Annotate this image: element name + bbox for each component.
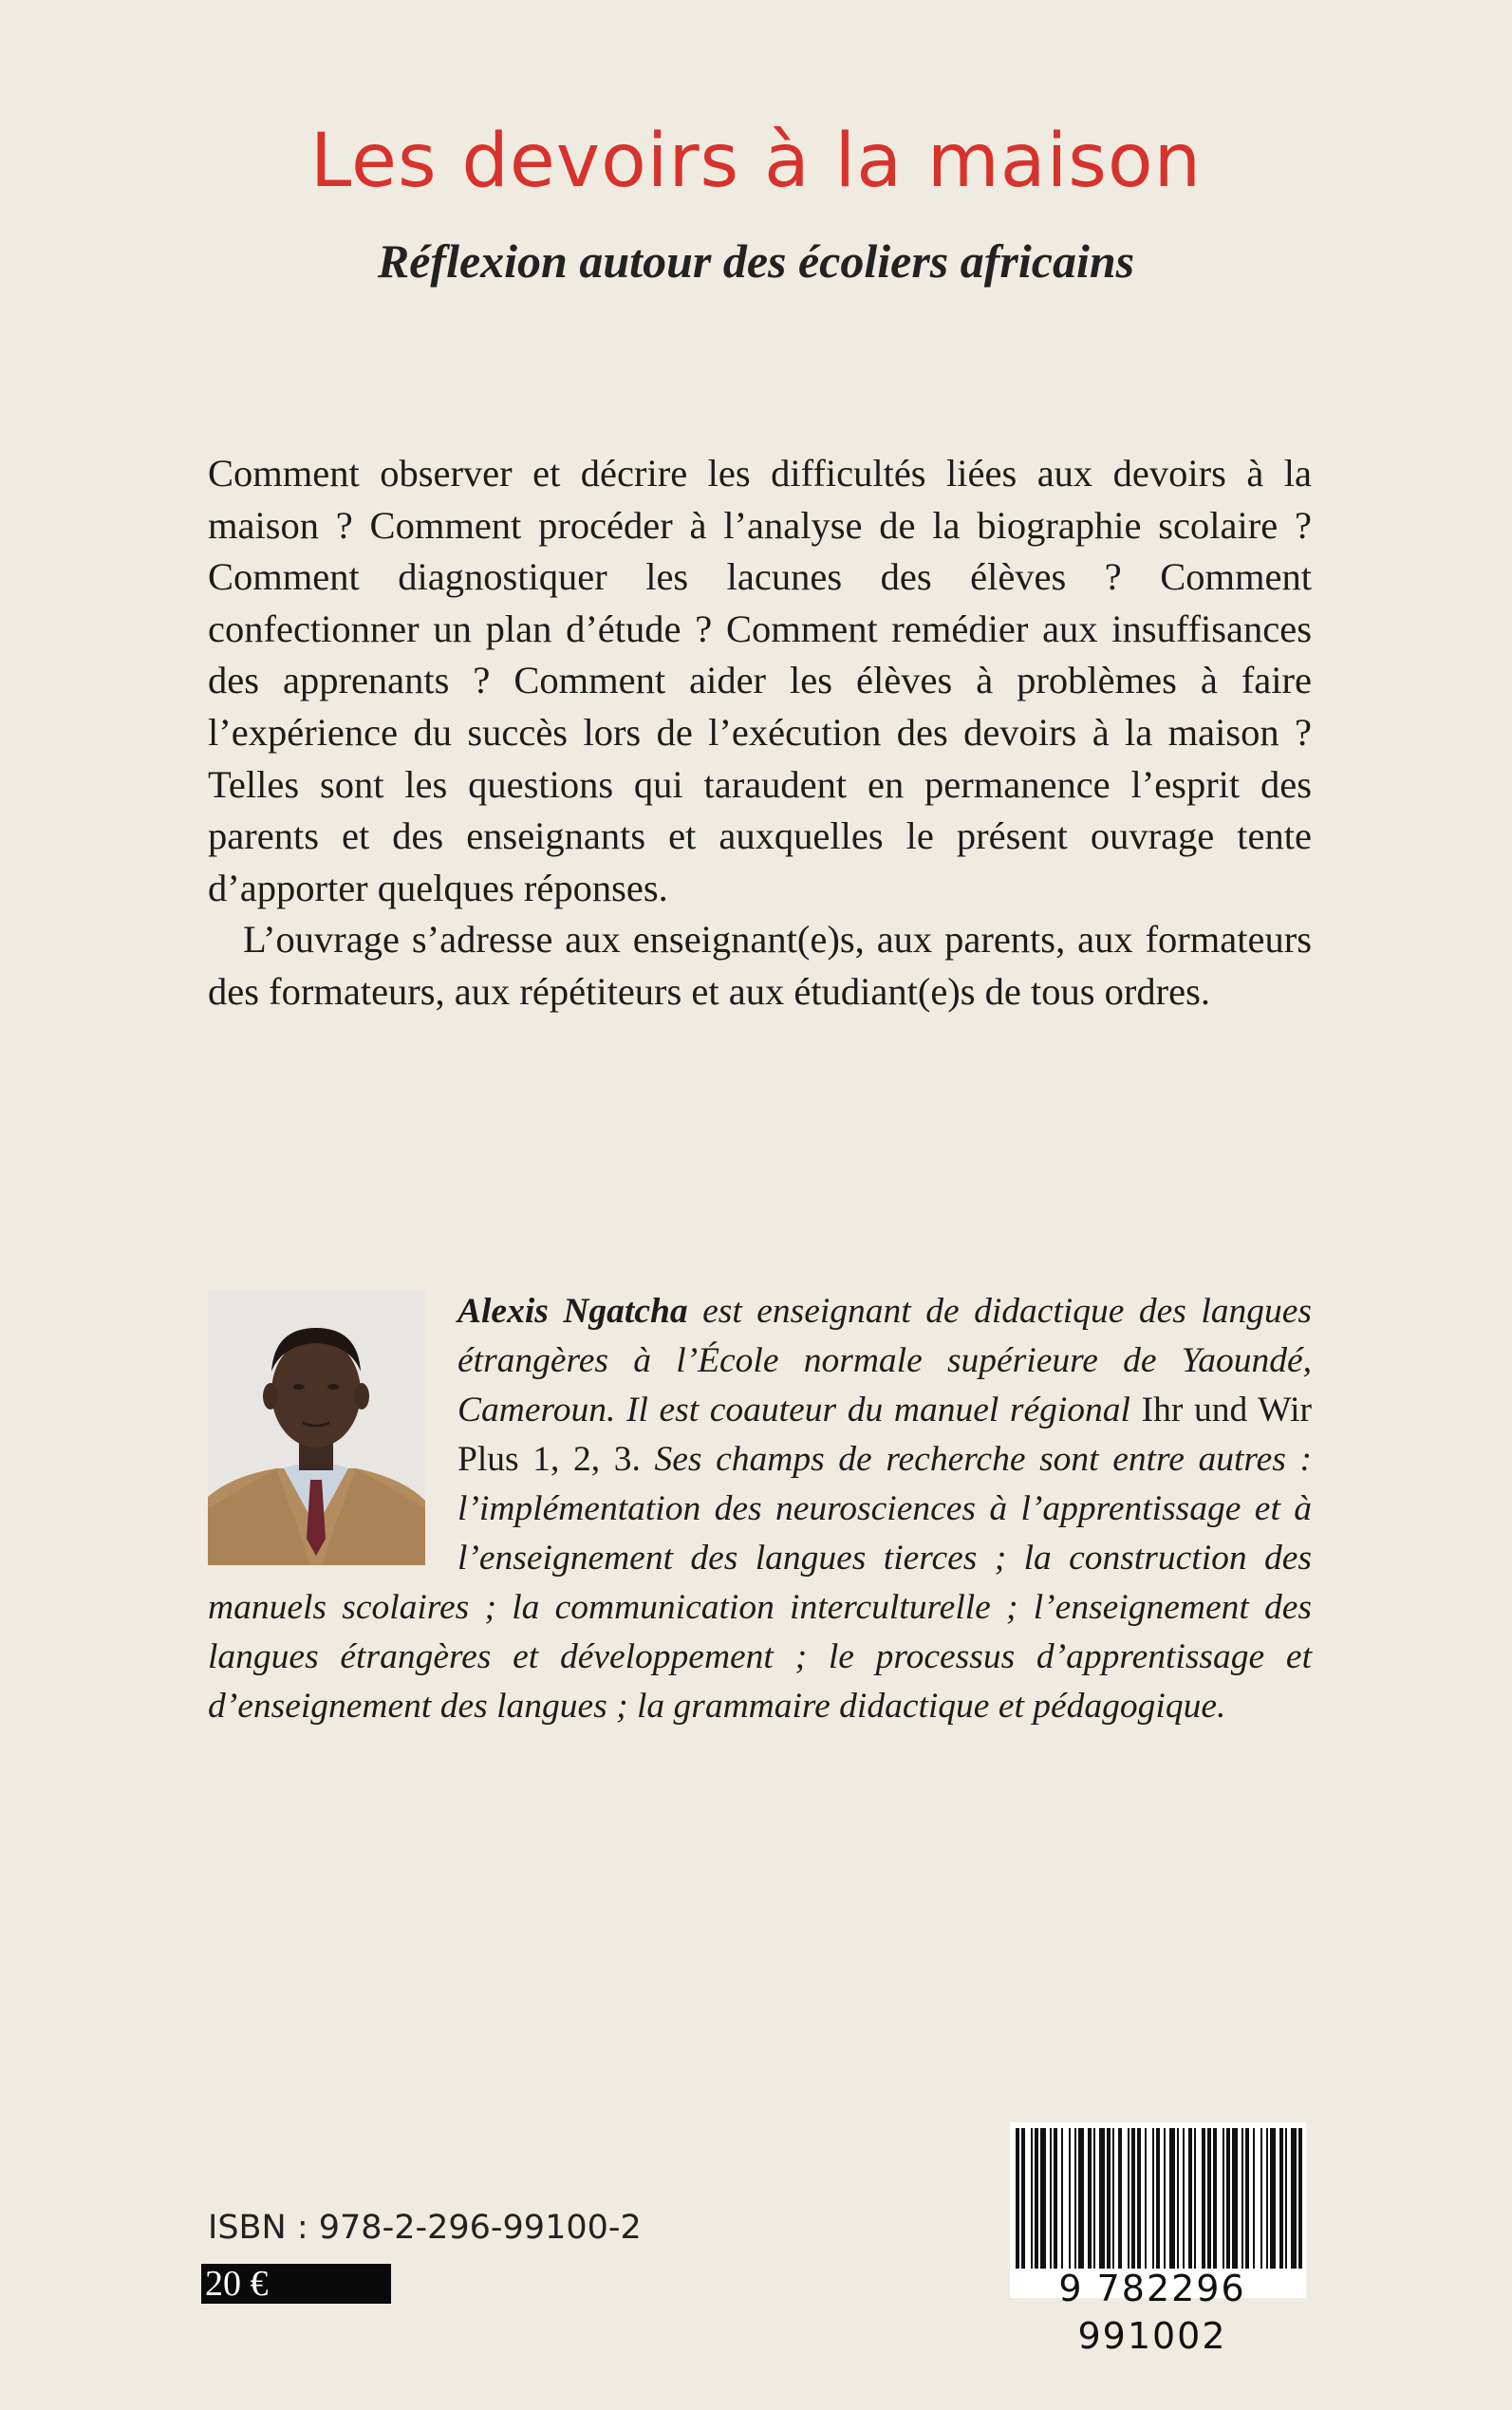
barcode-bar — [1279, 2128, 1283, 2269]
author-bio — [208, 1287, 1312, 1731]
book-title: Les devoirs à la maison — [309, 119, 1203, 204]
barcode-bar — [1152, 2128, 1154, 2269]
barcode-bar — [1223, 2128, 1224, 2269]
barcode-bar — [1266, 2128, 1268, 2269]
barcode-bar — [1226, 2128, 1230, 2269]
barcode-bar — [1188, 2128, 1192, 2269]
barcode-bar — [1099, 2128, 1105, 2269]
barcode-bar — [1245, 2128, 1249, 2269]
barcode-bar — [1169, 2128, 1175, 2269]
barcode-bar — [1156, 2128, 1160, 2269]
barcode-bar — [1061, 2128, 1063, 2269]
barcode-bar — [1241, 2128, 1243, 2269]
barcode-bar — [1291, 2128, 1297, 2269]
barcode-bar — [1207, 2128, 1211, 2269]
barcode-bar — [1078, 2128, 1084, 2269]
barcode-bar — [1232, 2128, 1238, 2269]
barcode-bar — [1128, 2128, 1129, 2269]
barcode-bar — [1285, 2128, 1287, 2269]
barcode-bar — [1074, 2128, 1076, 2269]
barcode-bar — [1213, 2128, 1217, 2269]
barcode-bar — [1298, 2128, 1302, 2269]
barcode-bar — [1107, 2128, 1111, 2269]
barcode-bar — [1031, 2128, 1033, 2269]
barcode-bar — [1137, 2128, 1141, 2269]
barcode-bar — [1131, 2128, 1135, 2269]
author-photo — [208, 1290, 425, 1565]
barcode-bar — [1040, 2128, 1046, 2269]
author-name: Alexis Ngatcha — [457, 1292, 688, 1331]
barcode-bar — [1183, 2128, 1185, 2269]
bio-text: est enseignant de didactique des langues étrangères à l’École normale supérieure de Yaoundé, Cameroun. Il est coauteur du manuel régional — [457, 1292, 1312, 1429]
barcode-bar — [1202, 2128, 1205, 2269]
barcode-bar — [1069, 2128, 1071, 2269]
barcode-bar — [1035, 2128, 1038, 2269]
blurb-paragraph: L’ouvrage s’adresse aux enseignant(e)s, aux parents, aux formateurs des formateurs, aux répétiteurs et aux étudiant(e)s de tous ordres. — [208, 918, 1312, 1013]
price-tag: 20 € — [201, 2264, 391, 2304]
barcode-bar — [1093, 2128, 1095, 2269]
barcode-bar — [1118, 2128, 1122, 2269]
blurb-paragraph: Comment observer et décrire les difficultés liées aux devoirs à la maison ? Comment procéder à l’analyse de la biographie scolaire ? Comment diagnostiquer les lacunes des élèves ? Comment confectionner un plan d’étude ? Comment remédier aux insuffisances des apprenants ? Comment aider les élèves à problèmes à faire l’expérience du succès lors de l’exécution des devoirs à la maison ? Telles sont les questions qui taraudent en permanence l’esprit des parents et des enseignants et auxquelles le présent ouvrage tente d’apporter quelques réponses. — [208, 452, 1312, 909]
back-cover-blurb — [208, 448, 1312, 1018]
barcode-bar — [1016, 2128, 1019, 2269]
barcode-bar — [1194, 2128, 1196, 2269]
barcode-bar — [1050, 2128, 1052, 2269]
manual-title: Ihr und Wir Plus 1, 2, 3. — [457, 1391, 1312, 1479]
book-subtitle: Réflexion autour des écoliers africains — [377, 234, 1135, 288]
barcode-bar — [1270, 2128, 1276, 2269]
barcode-bar — [1260, 2128, 1262, 2269]
barcode-bar — [1021, 2128, 1025, 2269]
barcode-bar — [1164, 2128, 1166, 2269]
barcode-bar — [1177, 2128, 1179, 2269]
barcode-bar — [1112, 2128, 1114, 2269]
isbn: ISBN : 978-2-296-99100-2 — [208, 2209, 642, 2247]
barcode-bar — [1088, 2128, 1092, 2269]
barcode-number: 9 782296 991002 — [1058, 2268, 1246, 2357]
barcode-bar — [1253, 2128, 1255, 2269]
barcode-bar — [1054, 2128, 1057, 2269]
barcode-bar — [1145, 2128, 1147, 2269]
bio-text: Ses champs de recherche sont entre autres : l’implémentation des neurosciences à l’apprentissage et à l’enseignement des langues tierces ; la construction des manuels scolaires ; la communication interculturelle ; l’enseignement des langues étrangères et développement ; le processus d’apprentissage et d’enseignement des langues ; la grammaire didactique et pédagogique. — [208, 1440, 1312, 1726]
